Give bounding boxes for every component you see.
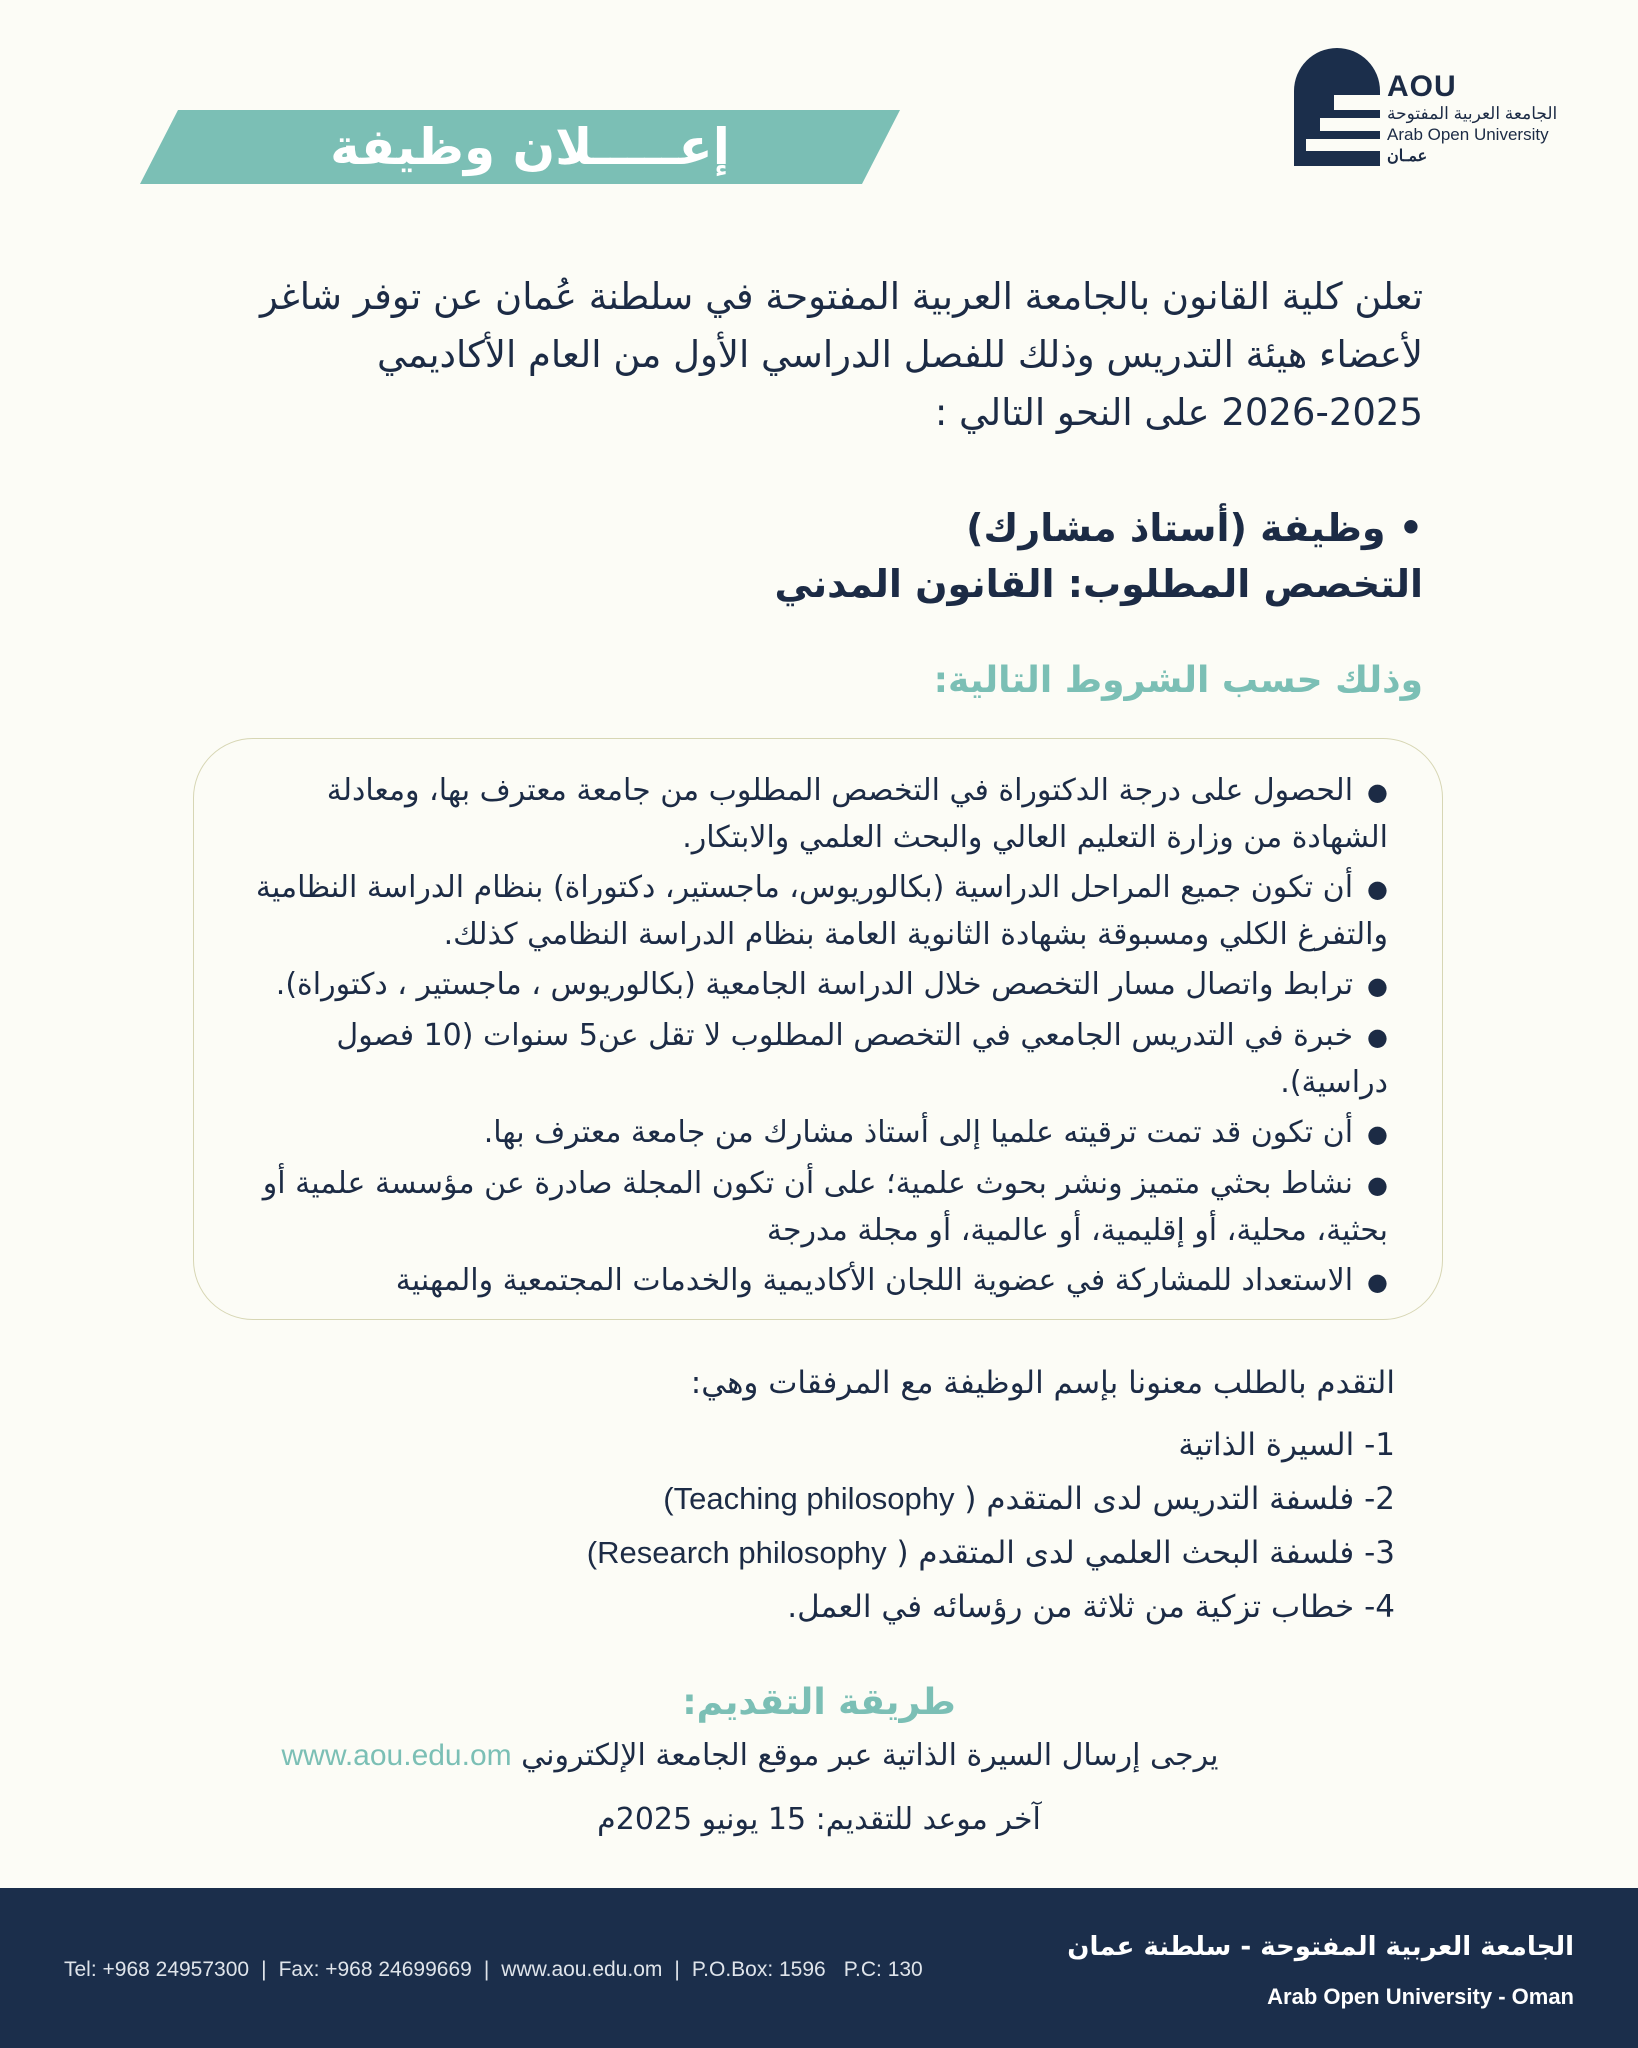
apply-title: طريقة التقديم: xyxy=(682,1682,956,1723)
footer-website[interactable]: www.aou.edu.om xyxy=(501,1958,663,1981)
application-deadline: آخر موعد للتقديم: 15 يونيو 2025م xyxy=(597,1802,1041,1837)
attachment-item: 1- السيرة الذاتية xyxy=(1178,1427,1395,1463)
bullet-icon: ● xyxy=(1367,1120,1388,1148)
intro-line-1: تعلن كلية القانون بالجامعة العربية المفتوحة في سلطنة عُمان عن توفر شاغر xyxy=(259,275,1423,318)
separator: | xyxy=(261,1958,267,1981)
attachment-item: 2- فلسفة التدريس لدى المتقدم ( Teaching philosophy) xyxy=(663,1481,1395,1517)
bullet-icon: ● xyxy=(1367,875,1388,903)
condition-item: ●نشاط بحثي متميز ونشر بحوث علمية؛ على أن تكون المجلة صادرة عن مؤسسة علمية أو بحثية، محلية، أو إقليمية، أو عالمية، أو مجلة مدرجة xyxy=(262,1166,1388,1248)
conditions-list xyxy=(238,768,1388,1309)
bullet-icon: ● xyxy=(1367,778,1388,806)
condition-item: ●خبرة في التدريس الجامعي في التخصص المطلوب لا تقل عن5 سنوات (10 فصول دراسية). xyxy=(336,1018,1388,1100)
footer-fax: Fax: +968 24699669 xyxy=(278,1958,472,1981)
condition-item: ●ترابط واتصال مسار التخصص خلال الدراسة الجامعية (بكالوريوس ، ماجستير ، دكتوراة). xyxy=(275,967,1388,1002)
bullet-icon: ● xyxy=(1367,1023,1388,1051)
separator: | xyxy=(674,1958,680,1981)
logo-abbr: AOU xyxy=(1387,70,1457,103)
conditions-title: وذلك حسب الشروط التالية: xyxy=(933,660,1423,701)
intro-paragraph xyxy=(203,268,1423,442)
university-logo xyxy=(1294,48,1594,168)
condition-item: ●أن تكون جميع المراحل الدراسية (بكالوريوس، ماجستير، دكتوراة) بنظام الدراسة النظامية والتفرغ الكلي ومسبوقة بشهادة الثانوية العامة بنظام الدراسة النظامي كذلك. xyxy=(255,870,1388,952)
announcement-banner xyxy=(140,110,900,184)
condition-item: ●أن تكون قد تمت ترقيته علميا إلى أستاذ مشارك من جامعة معترف بها. xyxy=(483,1115,1388,1150)
apply-text: يرجى إرسال السيرة الذاتية عبر موقع الجامعة الإلكتروني xyxy=(511,1738,1219,1773)
separator: | xyxy=(483,1958,490,1981)
condition-item: ●الاستعداد للمشاركة في عضوية اللجان الأكاديمية والخدمات المجتمعية والمهنية xyxy=(395,1263,1388,1298)
job-title: • وظيفة (أستاذ مشارك) xyxy=(966,506,1423,550)
attachments-list xyxy=(395,1418,1395,1634)
logo-name-ar: الجامعة العربية المفتوحة xyxy=(1387,104,1558,123)
bullet-icon: ● xyxy=(1367,972,1388,1000)
job-section xyxy=(223,500,1423,612)
footer-name-en: Arab Open University - Oman xyxy=(1267,1984,1574,2009)
footer-name-ar: الجامعة العربية المفتوحة - سلطنة عمان xyxy=(1067,1932,1574,1962)
footer xyxy=(0,1888,1638,2048)
logo-branch-ar: عمـان xyxy=(1387,148,1428,165)
logo-name-en: Arab Open University xyxy=(1387,125,1549,144)
footer-pobox: P.O.Box: 1596 xyxy=(691,1958,826,1981)
banner-title: إعـــــلان وظيفة xyxy=(330,118,730,176)
condition-item: ●الحصول على درجة الدكتوراة في التخصص المطلوب من جامعة معترف بها، ومعادلة الشهادة من وزارة التعليم العالي والبحث العلمي والابتكار. xyxy=(326,773,1388,855)
apply-instructions xyxy=(200,1738,1300,1773)
university-website-link[interactable]: www.aou.edu.om xyxy=(281,1739,512,1772)
attachment-item: 3- فلسفة البحث العلمي لدى المتقدم ( Research philosophy) xyxy=(586,1535,1395,1571)
intro-line-2: لأعضاء هيئة التدريس وذلك للفصل الدراسي الأول من العام الأكاديمي xyxy=(376,333,1423,376)
attachments-heading: التقدم بالطلب معنونا بإسم الوظيفة مع المرفقات وهي: xyxy=(690,1365,1395,1401)
footer-pc: P.C: 130 xyxy=(843,1958,923,1981)
footer-tel: Tel: +968 24957300 xyxy=(64,1958,250,1981)
job-specialty: التخصص المطلوب: القانون المدني xyxy=(774,562,1423,606)
bullet-icon: ● xyxy=(1367,1268,1388,1296)
footer-contact xyxy=(64,1958,923,1982)
bullet-icon: ● xyxy=(1367,1171,1388,1199)
intro-line-3: 2026-2025 على النحو التالي : xyxy=(934,391,1423,434)
aou-logo-icon xyxy=(1294,48,1380,166)
attachment-item: 4- خطاب تزكية من ثلاثة من رؤسائه في العمل. xyxy=(787,1589,1395,1625)
